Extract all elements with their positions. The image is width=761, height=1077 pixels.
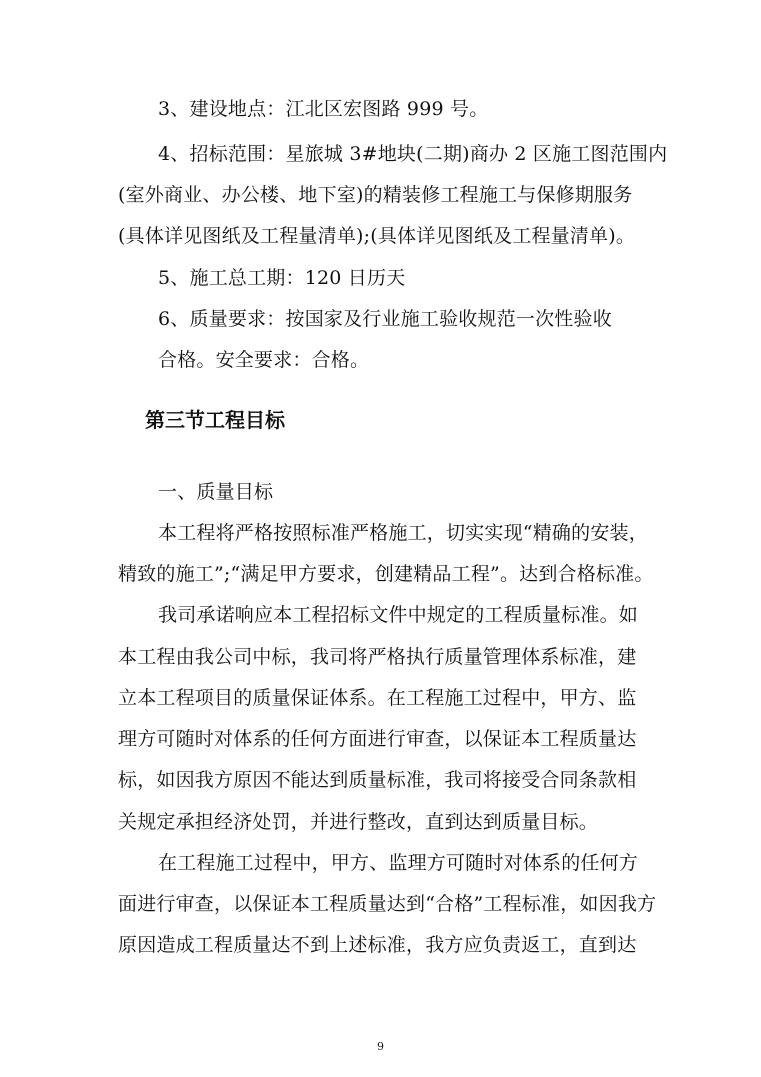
subsection-title: 一、质量目标 [158, 481, 274, 503]
construction-location-line: 3、建设地点：江北区宏图路 999 号。 [158, 98, 489, 120]
quality-requirement-line-1: 6、质量要求：按国家及行业施工验收规范一次性验收 [158, 308, 612, 330]
page-number: 9 [377, 1040, 384, 1053]
bid-scope-line-3: (具体详见图纸及工程量清单);(具体详见图纸及工程量清单)。 [118, 225, 636, 247]
paragraph-2-line-2: 本工程由我公司中标，我司将严格执行质量管理体系标准，建 [118, 646, 637, 668]
paragraph-3-line-2: 面进行审查，以保证本工程质量达到“合格”工程标准，如因我方 [118, 893, 657, 915]
paragraph-2-line-4: 理方可随时对体系的任何方面进行审查，以保证本工程质量达 [118, 728, 637, 750]
paragraph-3-line-1: 在工程施工过程中，甲方、监理方可随时对体系的任何方 [158, 852, 639, 874]
quality-requirement-line-2: 合格。安全要求：合格。 [158, 349, 370, 371]
construction-duration-line: 5、施工总工期：120 日历天 [158, 267, 406, 289]
bid-scope-line-1: 4、招标范围：星旅城 3#地块(二期)商办 2 区施工图范围内 [158, 143, 668, 165]
paragraph-2-line-5: 标，如因我方原因不能达到质量标准，我司将接受合同条款相 [118, 769, 637, 791]
bid-scope-line-2: (室外商业、办公楼、地下室)的精装修工程施工与保修期服务 [118, 184, 633, 206]
paragraph-1-line-1: 本工程将严格按照标准严格施工，切实实现“精确的安装， [158, 522, 648, 544]
paragraph-2-line-1: 我司承诺响应本工程招标文件中规定的工程质量标准。如 [158, 604, 639, 626]
paragraph-1-line-2: 精致的施工”;“满足甲方要求，创建精品工程”。达到合格标准。 [118, 563, 654, 585]
paragraph-2-line-3: 立本工程项目的质量保证体系。在工程施工过程中，甲方、监 [118, 687, 637, 709]
section-title: 第三节工程目标 [145, 408, 285, 432]
paragraph-2-line-6: 关规定承担经济处罚，并进行整改，直到达到质量目标。 [118, 811, 599, 833]
paragraph-3-line-3: 原因造成工程质量达不到上述标准，我方应负责返工，直到达 [118, 934, 637, 956]
